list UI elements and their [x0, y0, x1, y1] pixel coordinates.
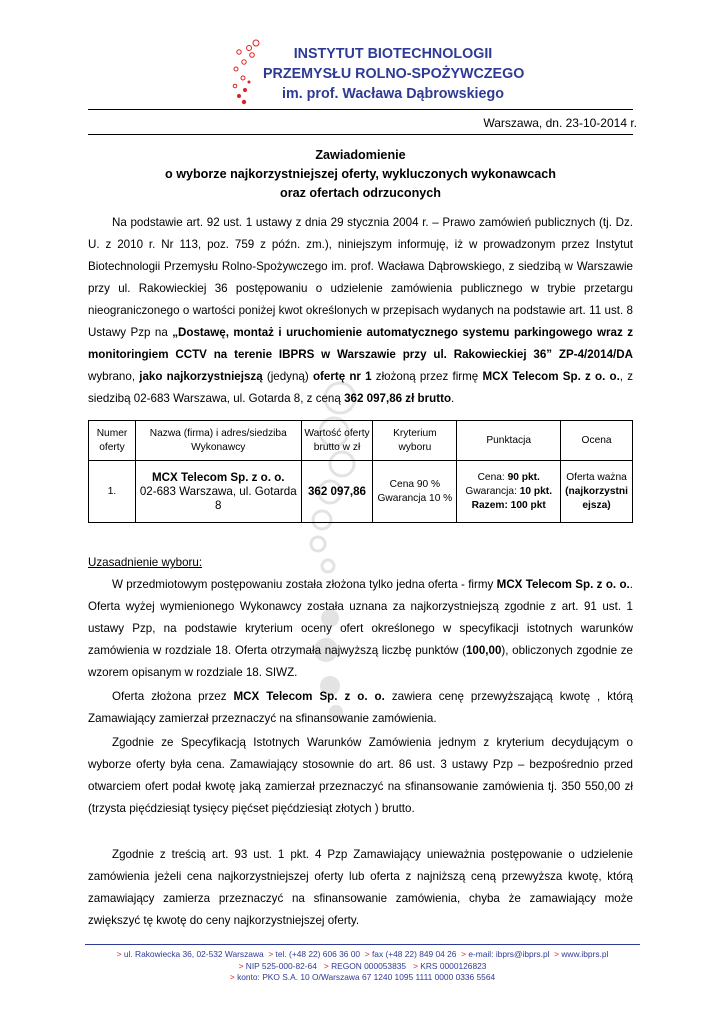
bullet-icon: >: [554, 949, 560, 959]
rating-valid: Oferta ważna: [566, 471, 627, 483]
intro-text-5: , z siedzibą 02-683 Warszawa, ul. Gotarda 8, z ceną: [88, 370, 634, 405]
bullet-icon: >: [461, 949, 467, 959]
bullet-icon: >: [364, 949, 370, 959]
intro-paragraph: [88, 212, 633, 410]
justification-paragraph-3: Zgodnie ze Specyfikacją Istotnych Warunków Zamówienia jednym z kryterium decydującym o wyborze oferty była cena. Zamawiający stosownie do art. 86 ust. 3 ustawy Pzp – bezpośrednio przed otwarciem ofert podał kwotę jaką zamierzał przeznaczyć na sfinansowanie zamówienia tj. 350 550,00 zł (trzysta pięćdziesiąt tysięcy pięćset pięćdziesiąt złotych ) brutto.: [88, 736, 633, 815]
institute-name: [263, 44, 523, 104]
footer-phone: tel. (+48 22) 606 36 00: [275, 949, 361, 959]
intro-text-1: Na podstawie art. 92 ust. 1 ustawy z dnia 29 stycznia 2004 r. – Prawo zamówień publicznych (tj. Dz. U. z 2010 r. Nr 113, poz. 759 z późn. zm.), niniejszym informuję, iż w prowadzonym przez Instytut Biotechnologii Przemysłu Rolno-Spożywczego im. prof. Wacława Dąbrowskiego, z siedzibą w Warszawie przy ul. Rakowieckiej 36 postępowaniu o udzielenie zamówienia publicznego w trybie przetargu nieograniczonego o wartości poniżej kwot określonych w przepisach wydanych na podstawie art. 11 ust. 8 Ustawy Pzp na: [88, 216, 633, 339]
bullet-icon: >: [268, 949, 274, 959]
footer-krs: KRS 0000126823: [420, 960, 487, 971]
justification-paragraph-4: Zgodnie z treścią art. 93 ust. 1 pkt. 4 Pzp Zamawiający unieważnia postępowanie o udzielenie zamówienia jeżeli cena najkorzystniejszej oferty lub oferta z najniższą ceną przewyższa kwotę, którą zamawiający zamierza przeznaczyć na sfinansowanie zamówienia, chyba że zamawiający może zwiększyć tę kwotę do ceny najkorzystniejszej oferty.: [88, 848, 633, 927]
institute-name-line1: INSTYTUT BIOTECHNOLOGII: [293, 46, 493, 62]
tender-subject: „Dostawę, montaż i uruchomienie automatycznego systemu parkingowego wraz z monitoringiem CCTV na terenie IBPRS w Warszawie przy ul. Rakowieckiej 36” ZP-4/2014/DA: [88, 326, 633, 361]
title-line1: Zawiadomienie: [315, 148, 406, 162]
footer-line-1: [85, 949, 640, 961]
just-p1-points: 100,00: [465, 644, 502, 657]
criterion-warranty: Gwarancja 10 %: [377, 492, 453, 504]
footer-regon: REGON 000053835: [331, 960, 407, 971]
page-footer: [85, 944, 640, 984]
justification-paragraph-2: [88, 686, 633, 730]
offers-table: [88, 420, 633, 523]
footer-address: ul. Rakowiecka 36, 02-532 Warszawa: [123, 949, 264, 959]
points-total: Razem: 100 pkt: [471, 499, 546, 511]
offer-number: ofertę nr 1: [312, 370, 372, 383]
letterhead: [225, 36, 525, 108]
title-line2: o wyborze najkorzystniejszej oferty, wykluczonych wykonawcach: [165, 167, 556, 181]
points-price: 90 pkt.: [507, 471, 540, 483]
cell-points: [457, 461, 561, 523]
just-p2-text-b: zawiera cenę przewyższającą kwotę , którą Zamawiający zamierzał przeznaczyć na sfinansowanie zamówienia.: [88, 690, 634, 725]
company-name: MCX Telecom Sp. z o. o.: [482, 370, 620, 383]
header-rating: Ocena: [561, 421, 633, 461]
institute-name-line3: im. prof. Wacława Dąbrowskiego: [282, 86, 504, 102]
cell-number: 1.: [89, 461, 136, 523]
points-price-label: Cena:: [477, 471, 508, 483]
cell-company: [135, 461, 301, 523]
justification-paragraph-1: [88, 574, 633, 684]
just-p2-company: MCX Telecom Sp. z o. o.: [233, 690, 385, 703]
points-warranty: 10 pkt.: [519, 485, 553, 497]
bullet-icon: >: [116, 949, 122, 959]
date-divider: [88, 134, 633, 135]
points-price-line: [459, 471, 558, 485]
header-points: Punktacja: [457, 421, 561, 461]
chosen-label: jako najkorzystniejszą: [139, 370, 263, 383]
justification-heading: Uzasadnienie wyboru:: [88, 556, 203, 569]
intro-text-2: wybrano,: [88, 370, 140, 383]
cell-criterion: [373, 461, 457, 523]
cell-value: 362 097,86: [301, 461, 373, 523]
footer-account: konto: PKO S.A. 10 O/Warszawa 67 1240 1095 1111 0000 0336 5564: [237, 972, 496, 982]
just-p2-text-a: Oferta złożona przez: [112, 690, 234, 703]
footer-line-2: [85, 961, 640, 973]
intro-text-3: (jedyną): [262, 370, 313, 383]
header-name: Nazwa (firma) i adres/siedziba Wykonawcy: [135, 421, 301, 461]
offer-price: 362 097,86 zł brutto: [344, 392, 452, 405]
header-divider: [88, 109, 633, 110]
footer-fax: fax (+48 22) 849 04 26: [371, 949, 457, 959]
points-warranty-label: Gwarancja:: [465, 485, 520, 497]
document-title: [88, 146, 633, 203]
bullet-icon: >: [229, 972, 235, 982]
bullet-icon: >: [238, 960, 244, 971]
cell-company-address: 02-683 Warszawa, ul. Gotarda 8: [139, 484, 297, 512]
just-p1-text-a: W przedmiotowym postępowaniu została złożona tylko jedna oferta - firmy: [112, 578, 497, 591]
footer-email[interactable]: e-mail: ibprs@ibprs.pl: [468, 949, 550, 959]
document-date: Warszawa, dn. 23-10-2014 r.: [483, 116, 637, 130]
bullet-icon: >: [323, 960, 329, 971]
bullet-icon: >: [413, 960, 418, 971]
footer-line-3: [85, 972, 640, 984]
intro-text-4: złożoną przez firmę: [371, 370, 483, 383]
rating-best: (najkorzystniejsza): [565, 485, 628, 511]
footer-nip: NIP 525-000-82-64: [245, 960, 317, 971]
footer-contact: [85, 949, 640, 984]
institute-logo-icon: [230, 38, 260, 108]
intro-text-6: .: [451, 392, 455, 405]
criterion-price: Cena 90 %: [389, 478, 441, 490]
institute-name-line2: PRZEMYSŁU ROLNO-SPOŻYWCZEGO: [263, 66, 525, 82]
cell-rating: [561, 461, 633, 523]
footer-web[interactable]: www.ibprs.pl: [561, 949, 609, 959]
just-p1-text-b: . Oferta wyżej wymienionego Wykonawcy została uznana za najkorzystniejszą zgodnie z art. 91 ust. 1 ustawy Pzp, na podstawie kryterium oceny ofert określonego w specyfikacji istotnych warunków zamówienia w rozdziale 18. Oferta otrzymała najwyższą liczbę punktów (: [88, 578, 633, 657]
header-number: Numer oferty: [89, 421, 136, 461]
header-criterion: Kryterium wyboru: [373, 421, 457, 461]
points-warranty-line: [459, 485, 558, 499]
title-line3: oraz ofertach odrzuconych: [280, 186, 441, 200]
header-value: Wartość oferty brutto w zł: [301, 421, 373, 461]
table-row: [89, 461, 633, 523]
cell-company-name: MCX Telecom Sp. z o. o.: [152, 470, 285, 484]
footer-divider: [85, 944, 640, 945]
just-p1-company: MCX Telecom Sp. z o. o.: [496, 578, 630, 591]
just-p1-text-c: ), obliczonych zgodnie ze wzorem opisanym w rozdziale 18. SIWZ.: [88, 644, 633, 679]
table-header-row: [89, 421, 633, 461]
